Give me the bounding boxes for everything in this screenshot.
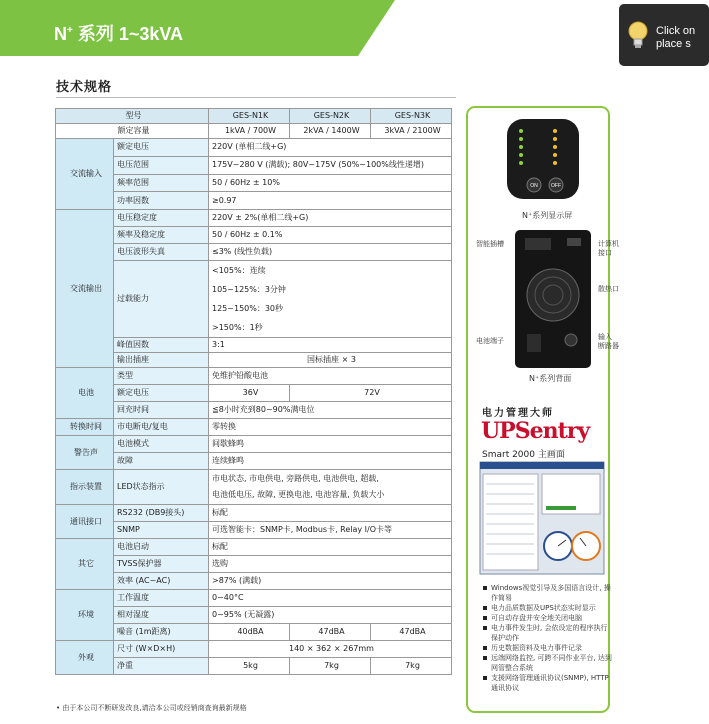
row-label: 电压范围 bbox=[114, 156, 209, 174]
table-row bbox=[56, 261, 452, 338]
header-model: 型号 bbox=[56, 109, 209, 124]
overload-line: 105~125%：3分钟 bbox=[212, 285, 286, 294]
cell: ≤3% (线性负载) bbox=[209, 244, 452, 261]
table-row bbox=[56, 338, 452, 353]
software-subtitle: Smart 2000 主画面 bbox=[482, 450, 565, 460]
table-row bbox=[56, 353, 452, 368]
cell: 标配 bbox=[209, 505, 452, 522]
row-label: LED状态指示 bbox=[114, 470, 209, 505]
table-row bbox=[56, 244, 452, 261]
cell: 36V bbox=[209, 385, 290, 402]
cell: ≥0.97 bbox=[209, 192, 452, 210]
table-row bbox=[56, 658, 452, 675]
table-row bbox=[56, 402, 452, 419]
cell: 1kVA / 700W bbox=[209, 124, 290, 139]
row-label: 峰值因数 bbox=[114, 338, 209, 353]
cell: 140 × 362 × 267mm bbox=[209, 641, 452, 658]
header-col: GES-N2K bbox=[290, 109, 371, 124]
row-label: 电压波形失真 bbox=[114, 244, 209, 261]
cell: 72V bbox=[290, 385, 452, 402]
table-row bbox=[56, 624, 452, 641]
page-title: N+ 系列 1~3kVA bbox=[54, 24, 184, 44]
cell: 标配 bbox=[209, 539, 452, 556]
row-label: 工作温度 bbox=[114, 590, 209, 607]
cell: 50 / 60Hz ± 0.1% bbox=[209, 227, 452, 244]
table-row bbox=[56, 453, 452, 470]
cell: 47dBA bbox=[371, 624, 452, 641]
cell: 零转换 bbox=[209, 419, 452, 436]
row-label: 市电断电/复电 bbox=[114, 419, 209, 436]
indicator-cell bbox=[209, 470, 452, 505]
list-item: 远端网络监控, 可跨不同作业平台, 达到网管整合系统 bbox=[483, 653, 613, 673]
category-cell: 其它 bbox=[56, 539, 114, 590]
section-title: 技术规格 bbox=[56, 80, 113, 95]
cell: 3kVA / 2100W bbox=[371, 124, 452, 139]
cell: 220V ± 2%(单相二线+G) bbox=[209, 210, 452, 227]
software-logo: UPSentry bbox=[481, 418, 590, 444]
row-label: 输出插座 bbox=[114, 353, 209, 368]
cell: 连续蜂鸣 bbox=[209, 453, 452, 470]
rear-caption: N⁺系列背面 bbox=[529, 374, 572, 383]
table-row bbox=[56, 368, 452, 385]
row-label: 过载能力 bbox=[114, 261, 209, 338]
row-label: 电池模式 bbox=[114, 436, 209, 453]
label-battery-terminal: 电池端子 bbox=[476, 337, 504, 345]
cell: 间歇蜂鸣 bbox=[209, 436, 452, 453]
table-row bbox=[56, 436, 452, 453]
row-label: 功率因数 bbox=[114, 192, 209, 210]
row-label: 回充时间 bbox=[114, 402, 209, 419]
table-row bbox=[56, 641, 452, 658]
row-label: SNMP bbox=[114, 522, 209, 539]
cell: 40dBA bbox=[209, 624, 290, 641]
panel-caption: N⁺系列显示屏 bbox=[522, 211, 573, 220]
list-item: 历史数据资料及电力事件记录 bbox=[483, 643, 613, 653]
indicator-line: 市电状态, 市电供电, 旁路供电, 电池供电, 超载, bbox=[212, 474, 379, 483]
row-label: 故障 bbox=[114, 453, 209, 470]
list-item: 可自动存盘并安全地关闭电脑 bbox=[483, 613, 613, 623]
label-smart-slot: 智能插槽 bbox=[476, 240, 504, 248]
category-cell: 电池 bbox=[56, 368, 114, 419]
table-row bbox=[56, 556, 452, 573]
row-label: 相对湿度 bbox=[114, 607, 209, 624]
category-cell: 环境 bbox=[56, 590, 114, 641]
row-label: 类型 bbox=[114, 368, 209, 385]
row-label: 频率范围 bbox=[114, 174, 209, 192]
category-cell: 交流输入 bbox=[56, 139, 114, 210]
cell: 50 / 60Hz ± 10% bbox=[209, 174, 452, 192]
cell: 5kg bbox=[209, 658, 290, 675]
spec-table bbox=[55, 108, 452, 675]
category-cell: 转换时间 bbox=[56, 419, 114, 436]
table-row bbox=[56, 192, 452, 210]
indicator-line: 电池低电压, 故障, 更换电池, 电池容量, 负载大小 bbox=[212, 490, 385, 499]
cell: 220V (单相二线+G) bbox=[209, 139, 452, 157]
row-label: RS232 (DB9接头) bbox=[114, 505, 209, 522]
category-cell: 外观 bbox=[56, 641, 114, 675]
cell: >87% (满载) bbox=[209, 573, 452, 590]
footnote: • 由于本公司不断研发改良,请洽本公司或经销商查询最新规格 bbox=[56, 704, 247, 712]
cell: 选购 bbox=[209, 556, 452, 573]
tooltip-text: Click on place s bbox=[656, 25, 696, 50]
cell: 3:1 bbox=[209, 338, 452, 353]
table-row bbox=[56, 590, 452, 607]
cell: 0~40°C bbox=[209, 590, 452, 607]
table-row bbox=[56, 505, 452, 522]
row-label: 电压稳定度 bbox=[114, 210, 209, 227]
cell: 175V~280 V (满载); 80V~175V (50%~100%线性递增) bbox=[209, 156, 452, 174]
cell: 国标插座 × 3 bbox=[209, 353, 452, 368]
table-row bbox=[56, 124, 452, 139]
header-col: GES-N3K bbox=[371, 109, 452, 124]
overload-line: >150%：1秒 bbox=[212, 323, 263, 332]
off-button-label: OFF bbox=[551, 183, 561, 189]
table-row bbox=[56, 139, 452, 157]
row-label: TVSS保护器 bbox=[114, 556, 209, 573]
label-comm-port: 计算机 接口 bbox=[598, 240, 619, 257]
tooltip-popup[interactable] bbox=[619, 4, 709, 66]
list-item: 电力事件发生时, 会依设定的程序执行保护动作 bbox=[483, 623, 613, 643]
rear-view-image bbox=[515, 230, 591, 368]
overload-line: 125~150%：30秒 bbox=[212, 304, 284, 313]
row-label: 效率 (AC~AC) bbox=[114, 573, 209, 590]
category-cell: 通讯接口 bbox=[56, 505, 114, 539]
table-row bbox=[56, 174, 452, 192]
list-item: Windows视觉引导及多国语言设计, 操作简易 bbox=[483, 583, 613, 603]
cell: 7kg bbox=[371, 658, 452, 675]
table-row bbox=[56, 539, 452, 556]
table-row bbox=[56, 210, 452, 227]
software-screenshot bbox=[480, 462, 604, 574]
header-col: GES-N1K bbox=[209, 109, 290, 124]
row-label: 噪音 (1m距离) bbox=[114, 624, 209, 641]
category-cell: 警告声 bbox=[56, 436, 114, 470]
cell: ≦8小时充到80~90%满电位 bbox=[209, 402, 452, 419]
row-label: 尺寸 (W×D×H) bbox=[114, 641, 209, 658]
cell: 7kg bbox=[290, 658, 371, 675]
table-row bbox=[56, 109, 452, 124]
category-cell: 交流输出 bbox=[56, 210, 114, 368]
front-panel-image bbox=[507, 119, 579, 199]
table-row bbox=[56, 156, 452, 174]
feature-list bbox=[483, 583, 613, 693]
table-row bbox=[56, 573, 452, 590]
cell: 0~95% (无凝露) bbox=[209, 607, 452, 624]
list-item: 支援网络管理通讯协议(SNMP), HTTP通讯协议 bbox=[483, 673, 613, 693]
table-row bbox=[56, 385, 452, 402]
table-row bbox=[56, 607, 452, 624]
table-row bbox=[56, 522, 452, 539]
overload-cell bbox=[209, 261, 452, 338]
row-label: 频率及稳定度 bbox=[114, 227, 209, 244]
table-row bbox=[56, 470, 452, 505]
cell: 47dBA bbox=[290, 624, 371, 641]
label-fan: 散热口 bbox=[598, 285, 619, 293]
overload-line: <105%：连续 bbox=[212, 266, 266, 275]
row-label: 电池启动 bbox=[114, 539, 209, 556]
row-label: 额定容量 bbox=[56, 124, 209, 139]
cell: 可选智能卡：SNMP卡, Modbus卡, Relay I/O卡等 bbox=[209, 522, 452, 539]
software-title: 电力管理大师 bbox=[482, 408, 554, 419]
on-button-label: ON bbox=[530, 183, 538, 189]
cell: 免维护铅酸电池 bbox=[209, 368, 452, 385]
list-item: 电力品质数据及UPS状态实时显示 bbox=[483, 603, 613, 613]
table-row bbox=[56, 227, 452, 244]
category-cell: 指示装置 bbox=[56, 470, 114, 505]
table-row bbox=[56, 419, 452, 436]
label-input-breaker: 输入 断路器 bbox=[598, 333, 619, 350]
lightbulb-icon bbox=[627, 20, 649, 50]
row-label: 净重 bbox=[114, 658, 209, 675]
divider bbox=[56, 97, 456, 98]
row-label: 额定电压 bbox=[114, 139, 209, 157]
row-label: 额定电压 bbox=[114, 385, 209, 402]
cell: 2kVA / 1400W bbox=[290, 124, 371, 139]
